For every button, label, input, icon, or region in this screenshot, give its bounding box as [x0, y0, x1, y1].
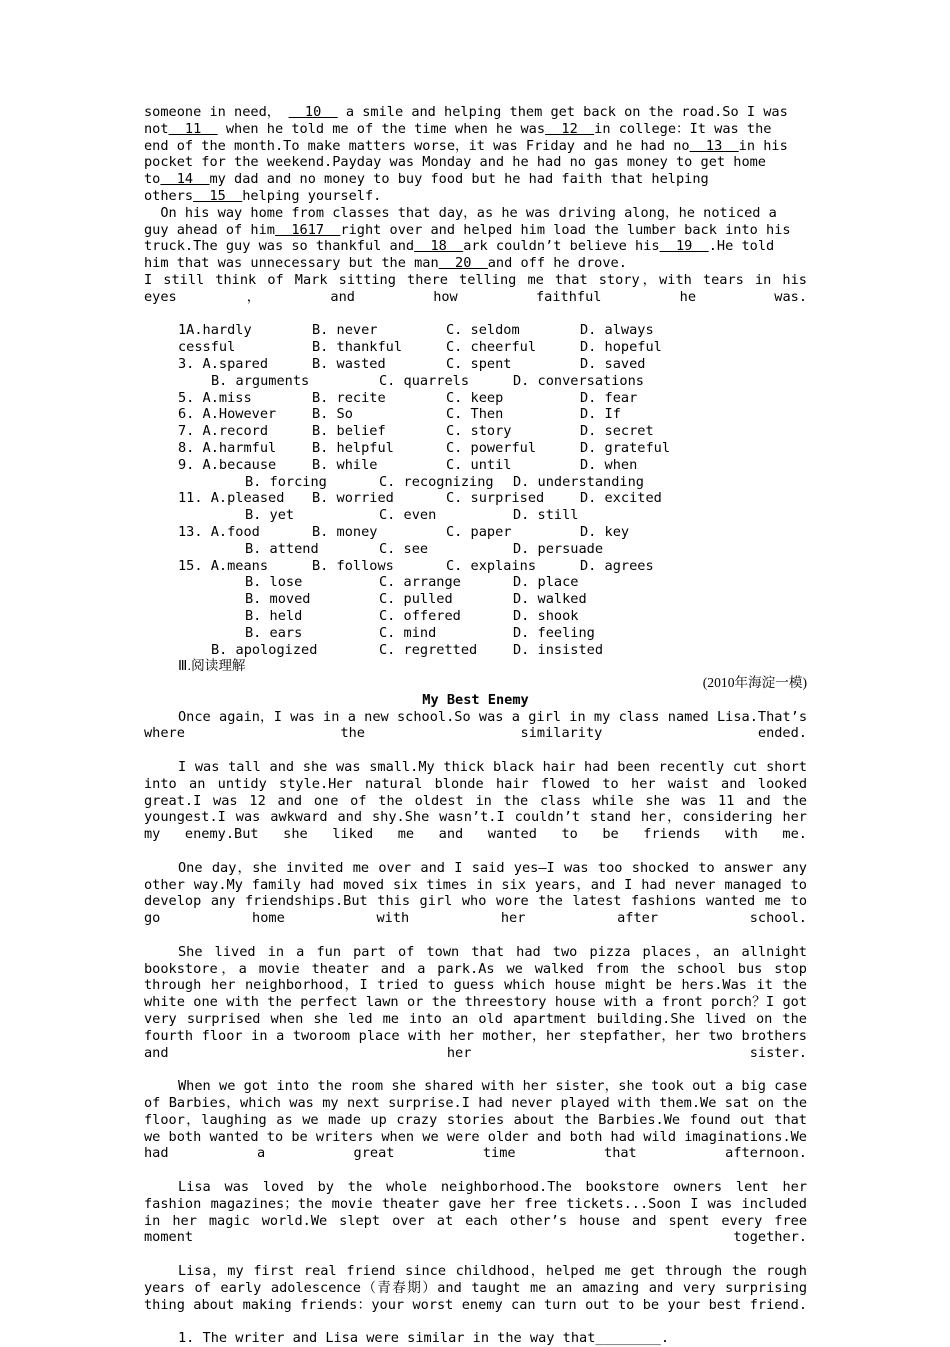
passage-line	[144, 188, 807, 205]
paragraph: Once again，I was in a new school.So was a girl in my class named Lisa.That’s where the similarity ended.	[144, 708, 807, 742]
option-row	[144, 390, 807, 407]
option-row	[144, 322, 807, 339]
blank-number: 19	[659, 238, 709, 255]
line-text: ark couldn’t believe his	[463, 238, 660, 255]
option-item: B. belief	[312, 423, 386, 440]
line-text: pocket for the weekend.Payday was Monday and he had no gas money to get home	[144, 154, 766, 171]
option-row	[144, 339, 807, 356]
option-item: 7. A.record	[178, 423, 269, 440]
option-row	[144, 608, 807, 625]
option-item: D. conversations	[513, 372, 644, 389]
blank-number: 11	[168, 120, 218, 137]
paragraph: I was tall and she was small.My thick black hair had been recently cut short into an untidy style.Her natural blonde hair flowed to her waist and looked great.I was 12 and one of the oldest in the class while she was 11 and the youngest.I was awkward and shy.She wasn’t.I couldn’t stand her，considering her my enemy.But she liked me and wanted to be friends with me.	[144, 759, 807, 843]
option-row	[144, 642, 807, 659]
line-text: right over and helped him load the lumber back into his	[340, 221, 791, 238]
option-item: C. quarrels	[379, 372, 470, 389]
option-item: 3. A.spared	[178, 355, 269, 372]
option-item: C. offered	[379, 607, 461, 624]
option-item: D. walked	[513, 591, 587, 608]
option-item: 13. A.food	[178, 523, 260, 540]
option-item: C. arrange	[379, 574, 461, 591]
option-item: B. ears	[245, 624, 303, 641]
option-item: C. surprised	[446, 490, 545, 507]
option-row	[144, 356, 807, 373]
option-row	[144, 423, 807, 440]
cloze-options	[144, 322, 807, 658]
option-item: D. when	[580, 456, 638, 473]
paragraph: One day，she invited me over and I said yes—I was too shocked to answer any other way.My family had moved six times in six years，and I had never managed to develop any friendships.But this girl who wore the latest fashions wanted me to go home with her after school.	[144, 859, 807, 927]
blank-number: 15	[193, 187, 243, 204]
option-item: C. explains	[446, 557, 537, 574]
option-item: C. powerful	[446, 439, 537, 456]
line-text: my dad and no money to buy food but he had faith that helping	[209, 171, 709, 188]
option-row	[144, 406, 807, 423]
passage-title: My Best Enemy	[422, 691, 529, 708]
option-item: B. thankful	[312, 339, 403, 356]
option-item: C. regretted	[379, 641, 478, 658]
line-text: and off he drove.	[487, 255, 627, 272]
line-text: others	[144, 187, 194, 204]
blank-number: 10	[288, 104, 338, 120]
option-item: D. If	[580, 406, 621, 423]
option-item: B. follows	[312, 557, 394, 574]
line-text: helping yourself.	[242, 187, 382, 204]
option-item: D. place	[513, 574, 579, 591]
line-text: someone in need，	[144, 104, 289, 120]
option-item: B. So	[312, 406, 353, 423]
cloze-passage-part1	[144, 104, 807, 205]
option-item: C. keep	[446, 389, 504, 406]
option-item: C. pulled	[379, 591, 453, 608]
option-item: B. recite	[312, 389, 386, 406]
option-item: 9. A.because	[178, 456, 277, 473]
blank-number: 18	[414, 238, 464, 255]
option-item: C. mind	[379, 624, 437, 641]
source-note: (2010年海淀一模)	[702, 675, 807, 691]
line-text: truck.The guy was so thankful and	[144, 238, 415, 255]
option-row	[144, 474, 807, 491]
option-item: B. apologized	[211, 641, 318, 658]
option-item: B. while	[312, 456, 378, 473]
option-item: 1A.hardly	[178, 322, 252, 339]
paragraph: Lisa，my first real friend since childhood，helped me get through the rough years of early adolescence（青春期）and taught me an amazing and very surprising thing about making friends：your worst enemy can turn out to be your best friend.	[144, 1262, 807, 1313]
passage-line	[144, 222, 807, 239]
option-item: B. wasted	[312, 355, 386, 372]
option-item: 5. A.miss	[178, 389, 252, 406]
option-item: B. moved	[245, 591, 311, 608]
option-row	[144, 457, 807, 474]
line-text: a smile and helping them get back on the road.So I was	[337, 104, 788, 120]
option-item: B. lose	[245, 574, 303, 591]
option-item: D. grateful	[580, 439, 671, 456]
option-item: C. Then	[446, 406, 504, 423]
option-item: B. arguments	[211, 372, 310, 389]
option-item: C. story	[446, 423, 512, 440]
passage-line	[144, 171, 807, 188]
option-item: B. yet	[245, 507, 295, 524]
option-row	[144, 507, 807, 524]
option-item: C. see	[379, 540, 429, 557]
line-text: end of the month.To make matters worse，it was Friday and he had no	[144, 137, 690, 154]
option-item: D. saved	[580, 355, 646, 372]
cloze-passage-part2	[144, 205, 807, 272]
option-item: B. attend	[245, 540, 319, 557]
option-item: D. agrees	[580, 557, 654, 574]
option-item: C. until	[446, 456, 512, 473]
option-row	[144, 440, 807, 457]
blank-number: 14	[160, 171, 210, 188]
line-text: not	[144, 120, 169, 137]
line-text: when he told me of the time when he was	[217, 120, 546, 137]
option-row	[144, 591, 807, 608]
passage-line	[144, 238, 807, 255]
paragraph: When we got into the room she shared with her sister，she took out a big case of Barbies，which was my next surprise.I had never played with them.We sat on the floor，laughing as we made up crazy stories about the Barbies.We found out that we both wanted to be writers when we were older and both had wild imaginations.We had a great time that afternoon.	[144, 1078, 807, 1162]
option-row	[144, 541, 807, 558]
option-item: B. forcing	[245, 473, 327, 490]
passage-line	[144, 255, 807, 272]
option-item: D. key	[580, 523, 630, 540]
option-row	[144, 558, 807, 575]
option-item: B. helpful	[312, 439, 394, 456]
option-item: 8. A.harmful	[178, 439, 277, 456]
option-item: D. feeling	[513, 624, 595, 641]
blank-number: 20	[438, 255, 488, 272]
option-item: D. shook	[513, 607, 579, 624]
option-item: B. worried	[312, 490, 394, 507]
option-row	[144, 625, 807, 642]
passage-line	[144, 121, 807, 138]
option-item: 6. A.However	[178, 406, 277, 423]
option-item: C. spent	[446, 355, 512, 372]
option-item: D. insisted	[513, 641, 604, 658]
option-item: B. money	[312, 523, 378, 540]
option-item: D. excited	[580, 490, 662, 507]
passage-line	[144, 104, 807, 121]
paragraph: She lived in a fun part of town that had two pizza places，an allnight bookstore，a movie theater and a park.As we walked from the school bus stop through her neighborhood，I tried to guess which house might be hers.Was it the white one with the perfect lawn or the threestory house with a front porch？I got very surprised when she led me into an old apartment building.She lived on the fourth floor in a tworoom place with her mother，her stepfather，her two brothers and her sister.	[144, 943, 807, 1061]
passage-line	[144, 205, 807, 222]
option-item: C. recognizing	[379, 473, 494, 490]
passage-line	[144, 138, 807, 155]
option-item: D. hopeful	[580, 339, 662, 356]
option-item: C. cheerful	[446, 339, 537, 356]
option-item: D. secret	[580, 423, 654, 440]
document-page	[144, 104, 807, 1347]
line-text: him that was unnecessary but the man	[144, 255, 439, 272]
section-heading: Ⅲ.阅读理解	[178, 658, 246, 674]
option-item: B. never	[312, 322, 378, 339]
option-item: D. fear	[580, 389, 638, 406]
option-item: D. persuade	[513, 540, 604, 557]
paragraph: Lisa was loved by the whole neighborhood.The bookstore owners lent her fashion magazines；the movie theater gave her free tickets...Soon I was included in her magic world.We slept over at each other’s house and spent every free moment together.	[144, 1179, 807, 1246]
option-row	[144, 574, 807, 591]
option-item: B. held	[245, 607, 303, 624]
line-text: .He told	[708, 238, 775, 255]
option-row	[144, 524, 807, 541]
option-row	[144, 490, 807, 507]
option-item: D. still	[513, 507, 579, 524]
blank-number: 12	[545, 120, 595, 137]
option-item: 15. A.means	[178, 557, 269, 574]
reading-passage	[144, 709, 807, 1330]
blank-number: 13	[689, 137, 739, 154]
line-text: On his way home from classes that day，as he was driving along，he noticed a	[144, 204, 777, 221]
option-item: C. paper	[446, 523, 512, 540]
option-item: 11. A.pleased	[178, 490, 285, 507]
option-item: C. seldom	[446, 322, 520, 339]
line-text: in college：It was the	[594, 120, 772, 137]
line-text: to	[144, 171, 161, 188]
option-item: cessful	[178, 339, 236, 356]
option-item: C. even	[379, 507, 437, 524]
line-text: in his	[738, 137, 788, 154]
blank-number: 1617	[274, 221, 341, 238]
option-item: D. always	[580, 322, 654, 339]
cloze-paragraph-3: I still think of Mark sitting there telling me that story，with tears in his eyes，and how faithful he was.	[144, 271, 807, 305]
line-text: guy ahead of him	[144, 221, 275, 238]
option-item: D. understanding	[513, 473, 644, 490]
option-row	[144, 373, 807, 390]
passage-line	[144, 154, 807, 171]
question-1: 1. The writer and Lisa were similar in the way that________.	[178, 1330, 670, 1347]
